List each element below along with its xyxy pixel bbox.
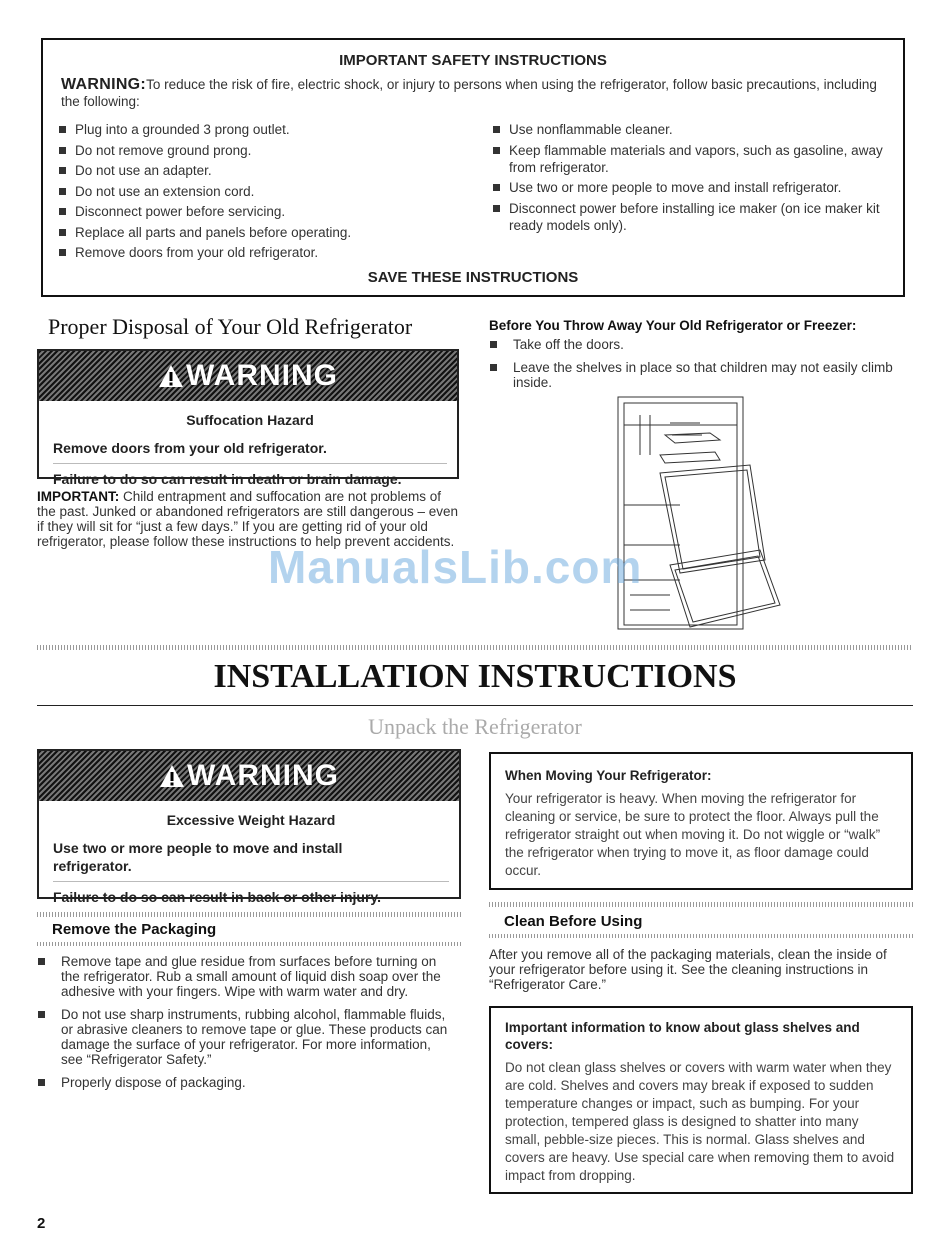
safety-instructions-box [41,38,905,297]
warning-triangle-icon [159,764,185,788]
list-item: Use two or more people to move and install refrigerator. [493,179,893,196]
divider [37,912,461,917]
packaging-list [37,954,449,1098]
warning-banner [39,751,459,801]
moving-title: When Moving Your Refrigerator: [505,768,712,783]
glass-title: Important information to know about glass shelves and covers: [505,1020,860,1052]
list-item: Remove doors from your old refrigerator. [59,244,469,261]
divider [37,942,461,946]
divider [489,902,913,907]
list-item: Take off the doors. [489,337,899,352]
warning-banner-text: WARNING [187,759,339,792]
save-instructions: SAVE THESE INSTRUCTIONS [367,269,579,286]
list-item: Do not use an extension cord. [59,183,469,200]
refrigerator-illustration [610,395,800,635]
safety-left-list [59,121,469,265]
hazard-title: Excessive Weight Hazard [166,812,336,828]
before-title: Before You Throw Away Your Old Refrigerator or Freezer: [489,318,857,333]
list-item: Keep flammable materials and vapors, such as gasoline, away from refrigerator. [493,142,893,176]
unpack-subtitle: Unpack the Refrigerator [368,714,582,739]
glass-info-box [489,1006,913,1194]
section-divider [37,645,913,650]
disposal-title: Proper Disposal of Your Old Refrigerator [48,314,413,339]
list-item: Replace all parts and panels before operating. [59,224,469,241]
list-item: Properly dispose of packaging. [37,1075,449,1090]
glass-body: Do not clean glass shelves or covers with warm water when they are cold. Shelves and covers may break if exposed to sudden temperature changes or impact, such as bumping. For your protection, tempered glass is designed to shatter into many small, pebble-size pieces. This is normal. Glass shelves and covers are heavy. Use special care when removing them to avoid impact from dropping. [505,1060,895,1183]
warning-instruction: Remove doors from your old refrigerator. [53,440,327,456]
title-rule [37,705,913,706]
divider [489,934,913,938]
warning-consequence: Failure to do so can result in back or other injury. [53,889,382,905]
suffocation-warning-box [37,349,459,487]
warning-body [53,801,449,912]
clean-body: After you remove all of the packaging materials, clean the inside of your refrigerator before using it. See the cleaning instructions in “Refrigerator Care.” [489,947,887,992]
packaging-title: Remove the Packaging [52,921,217,938]
clean-title: Clean Before Using [504,913,643,930]
divider [53,881,449,882]
watermark: ManualsLib.com [268,541,643,593]
safety-intro [61,76,891,110]
warning-banner [39,351,457,401]
safety-right-list [493,121,893,237]
hazard-title: Suffocation Hazard [186,412,314,428]
warning-label: WARNING: [61,76,147,93]
list-item: Leave the shelves in place so that children may not easily climb inside. [489,360,899,390]
safety-title: IMPORTANT SAFETY INSTRUCTIONS [339,52,607,69]
warning-triangle-icon [158,364,184,388]
list-item: Use nonflammable cleaner. [493,121,893,138]
important-text: Child entrapment and suffocation are not problems of the past. Junked or abandoned refrigerators are still dangerous – even if they will sit for “just a few days.” If you are getting rid of your old refrigerator, please follow these instructions to help prevent accidents. [37,489,459,549]
moving-body: Your refrigerator is heavy. When moving the refrigerator for cleaning or service, be sure to protect the floor. Always pull the refrigerator straight out when moving it. Do not wiggle or “walk” the refrigerator when trying to move it, as floor damage could occur. [505,791,881,878]
list-item: Do not use an adapter. [59,162,469,179]
warning-instruction: Use two or more people to move and install refrigerator. [53,840,343,874]
weight-warning-box [37,749,461,905]
list-item: Do not use sharp instruments, rubbing alcohol, flammable fluids, or abrasive cleaners to remove tape or glue. These products can damage the surface of your refrigerator. For more information, see “Refrigerator Safety.” [37,1007,449,1067]
moving-info-box [489,752,913,890]
warning-banner-text: WARNING [186,359,338,392]
list-item: Remove tape and glue residue from surfaces before turning on the refrigerator. Rub a small amount of liquid dish soap over the adhesive with your fingers. Wipe with warm water and dry. [37,954,449,999]
warning-consequence: Failure to do so can result in death or brain damage. [53,471,402,487]
installation-title: INSTALLATION INSTRUCTIONS [213,658,737,695]
list-item: Plug into a grounded 3 prong outlet. [59,121,469,138]
list-item: Disconnect power before installing ice maker (on ice maker kit ready models only). [493,200,893,234]
warning-body [53,401,447,494]
list-item: Do not remove ground prong. [59,142,469,159]
important-paragraph [37,489,461,549]
important-label: IMPORTANT: [37,489,120,504]
before-list [489,337,899,398]
page-number: 2 [37,1215,46,1232]
warning-text: To reduce the risk of fire, electric shock, or injury to persons when using the refrigerator, follow basic precautions, including the following: [61,77,877,109]
list-item: Disconnect power before servicing. [59,203,469,220]
divider [53,463,447,464]
